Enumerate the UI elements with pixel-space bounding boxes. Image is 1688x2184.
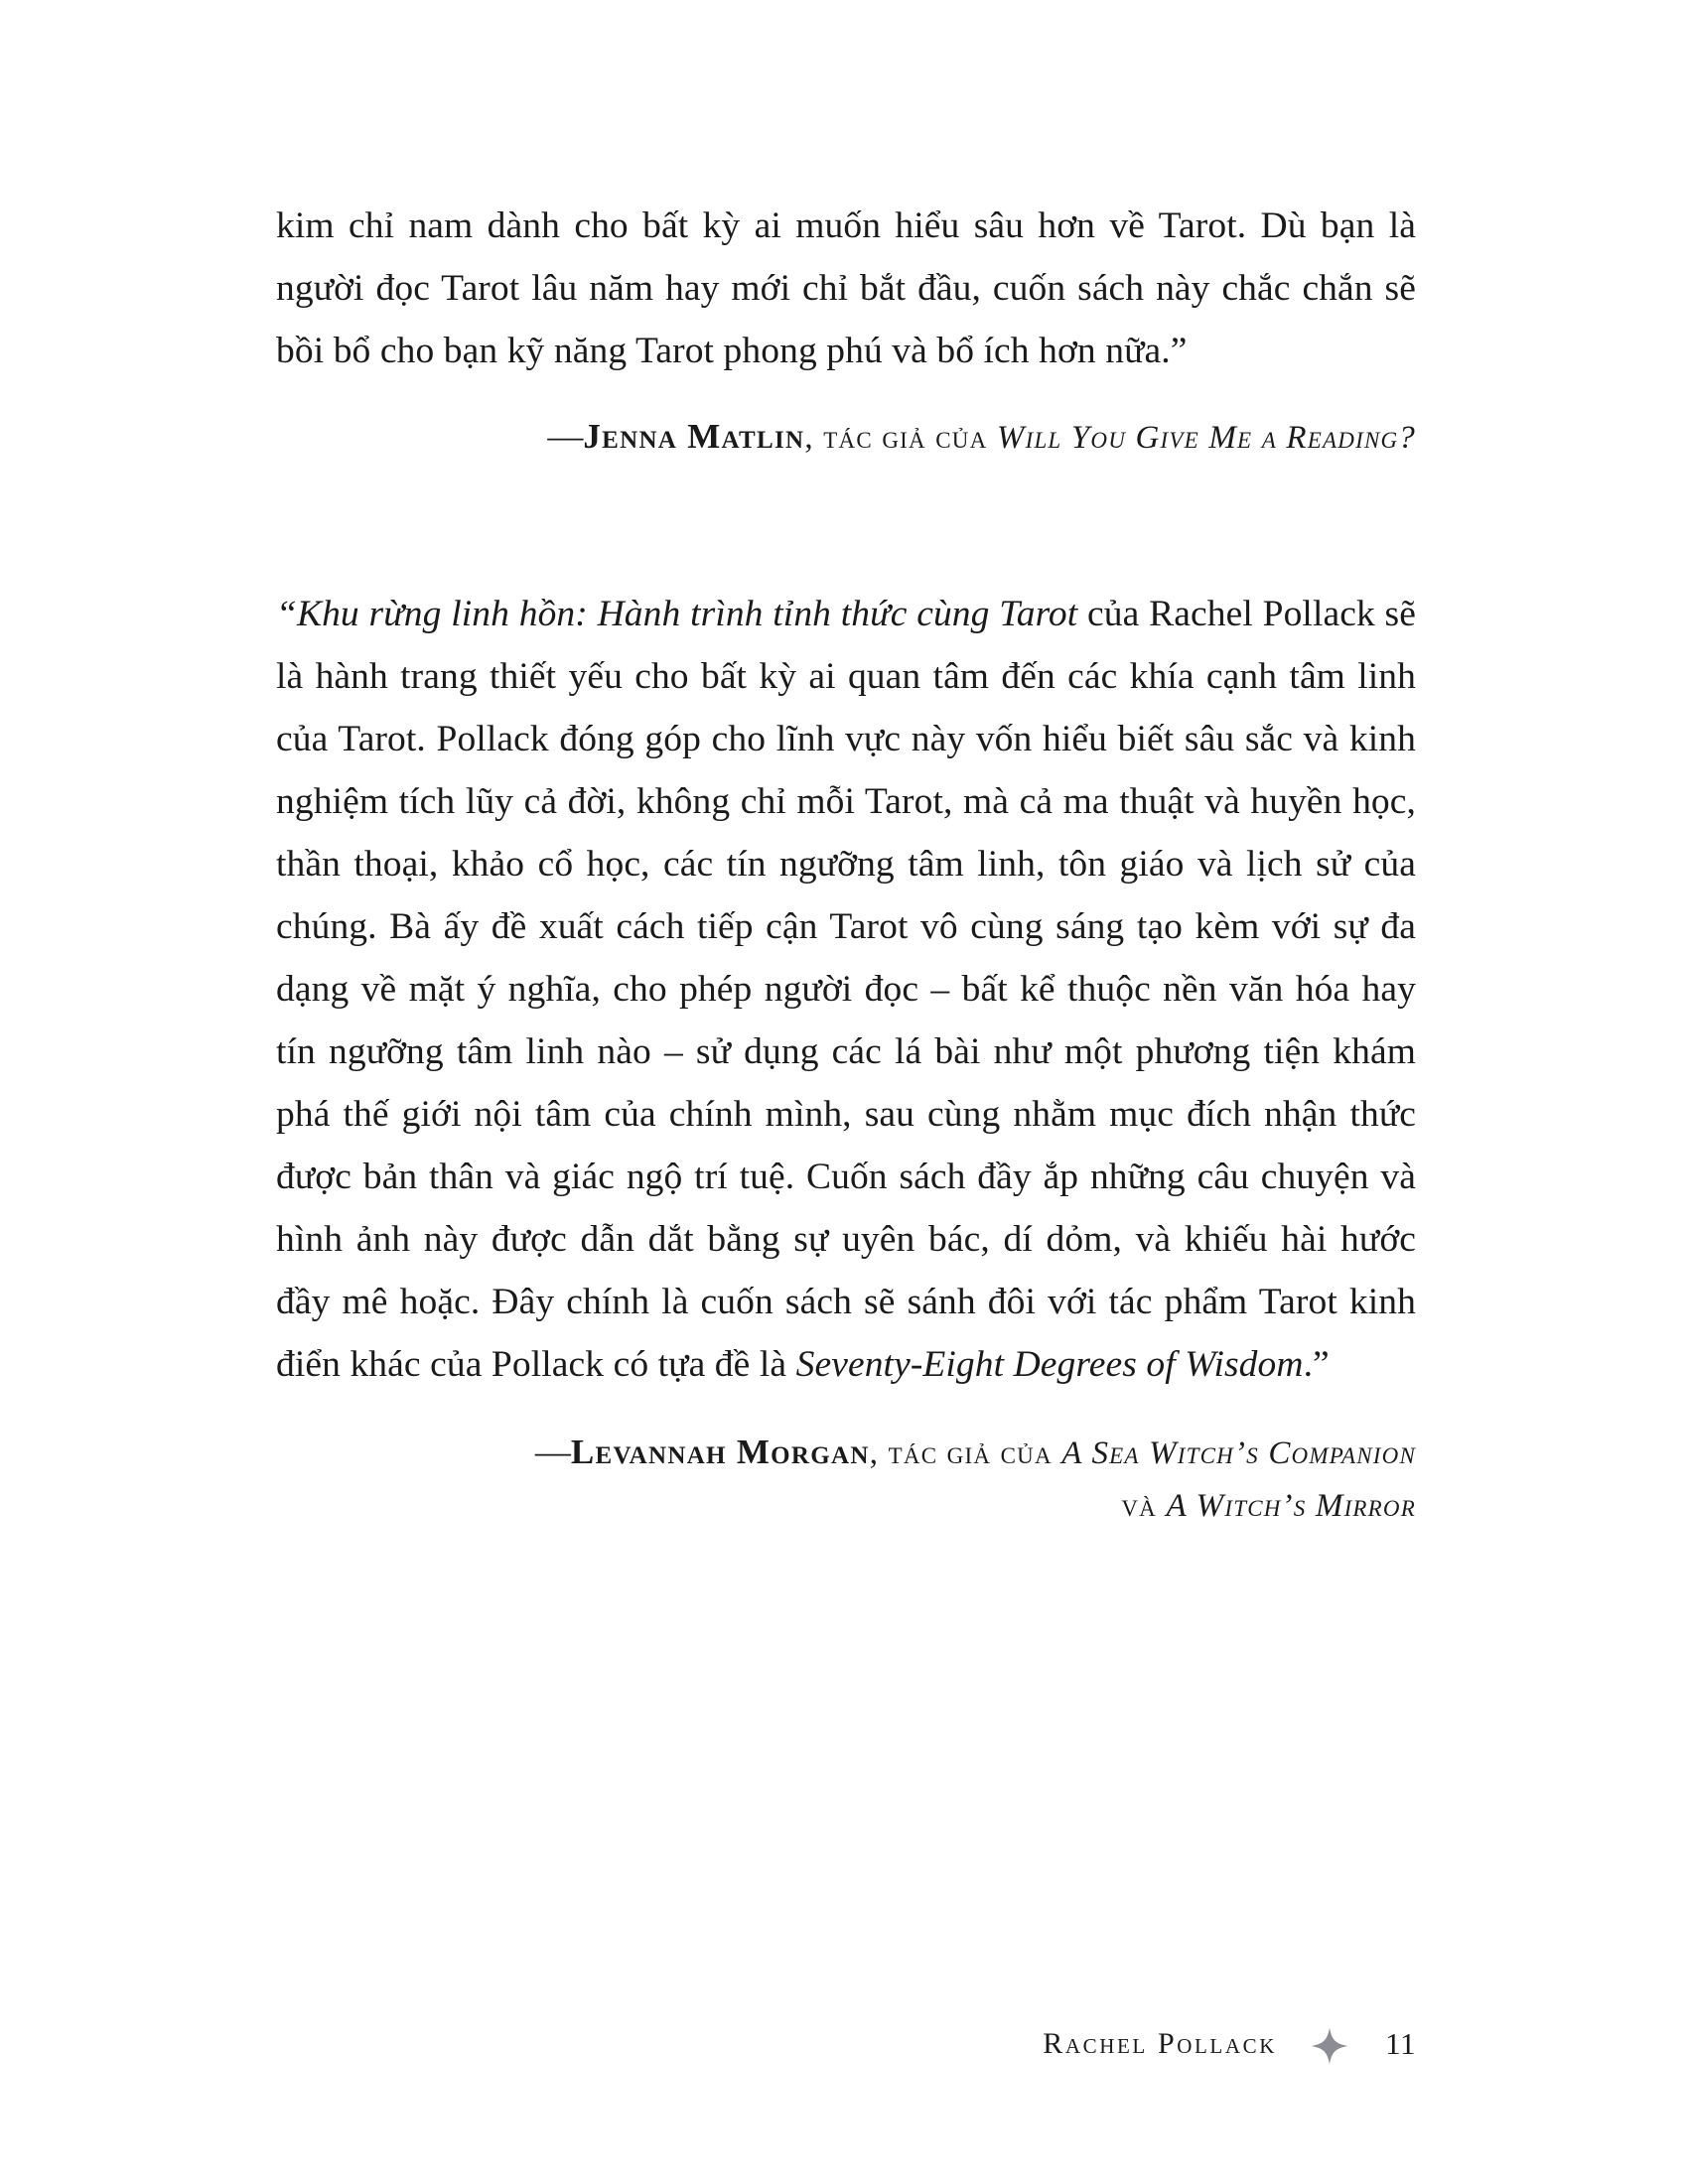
attribution-2-dash: — bbox=[534, 1431, 571, 1471]
blurb-2-text bbox=[276, 583, 1416, 1396]
attribution-2-work1: A Sea Witch’s Companion bbox=[1061, 1434, 1416, 1471]
attribution-work: Will You Give Me a Reading? bbox=[996, 420, 1416, 456]
blurb-continued bbox=[276, 195, 1416, 466]
blurb-2-body-part2: .” bbox=[1303, 1343, 1330, 1385]
page-footer bbox=[0, 2005, 1688, 2184]
attribution-2-conjunction: và bbox=[1121, 1488, 1167, 1525]
page-number: 11 bbox=[1385, 2026, 1416, 2061]
blurb-1-text: kim chỉ nam dành cho bất kỳ ai muốn hiểu sâu hơn về Tarot. Dù bạn là người đọc Tarot lâu năm hay mới chỉ bắt đầu, cuốn sách này chắc chắn sẽ bồi bổ cho bạn kỹ năng Tarot phong phú và bổ ích hơn nữa.” bbox=[276, 205, 1416, 371]
page-content bbox=[276, 195, 1416, 1533]
attribution-author: Jenna Matlin bbox=[583, 417, 805, 456]
attribution-2-role: , tác giả của bbox=[869, 1434, 1062, 1471]
footer-inner bbox=[1043, 2025, 1416, 2063]
blurb-2-attribution bbox=[276, 1424, 1416, 1533]
attribution-2-author: Levannah Morgan bbox=[570, 1432, 870, 1471]
attribution-2-work2: A Witch’s Mirror bbox=[1166, 1488, 1416, 1525]
blurb-block bbox=[276, 583, 1416, 1533]
blurb-1-attribution bbox=[276, 408, 1416, 466]
running-head: Rachel Pollack bbox=[1043, 2027, 1277, 2060]
blurb-2-body-part1: của Rachel Pollack sẽ là hành trang thiết yếu cho bất kỳ ai quan tâm đến các khía cạnh tâm linh của Tarot. Pollack đóng góp cho lĩnh vực này vốn hiểu biết sâu sắc và kinh nghiệm tích lũy cả đời, không chỉ mỗi Tarot, mà cả ma thuật và huyền học, thần thoại, khảo cổ học, các tín ngưỡng tâm linh, tôn giáo và lịch sử của chúng. Bà ấy đề xuất cách tiếp cận Tarot vô cùng sáng tạo kèm với sự đa dạng về mặt ý nghĩa, cho phép người đọc – bất kể thuộc nền văn hóa hay tín ngưỡng tâm linh nào – sử dụng các lá bài như một phương tiện khám phá thế giới nội tâm của chính mình, sau cùng nhằm mục đích nhận thức được bản thân và giác ngộ trí tuệ. Cuốn sách đầy ắp những câu chuyện và hình ảnh này được dẫn dắt bằng sự uyên bác, dí dỏm, và khiếu hài hước đầy mê hoặc. Đây chính là cuốn sách sẽ sánh đôi với tác phẩm Tarot kinh điển khác của Pollack có tựa đề là bbox=[276, 593, 1416, 1385]
blurb-2-lead-title: “Khu rừng linh hồn: Hành trình tỉnh thức cùng Tarot bbox=[276, 593, 1078, 634]
star-icon bbox=[1311, 2027, 1348, 2065]
blurb-2-work-title: Seventy-Eight Degrees of Wisdom bbox=[795, 1343, 1304, 1385]
attribution-dash: — bbox=[547, 416, 584, 456]
attribution-role: , tác giả của bbox=[804, 420, 997, 456]
